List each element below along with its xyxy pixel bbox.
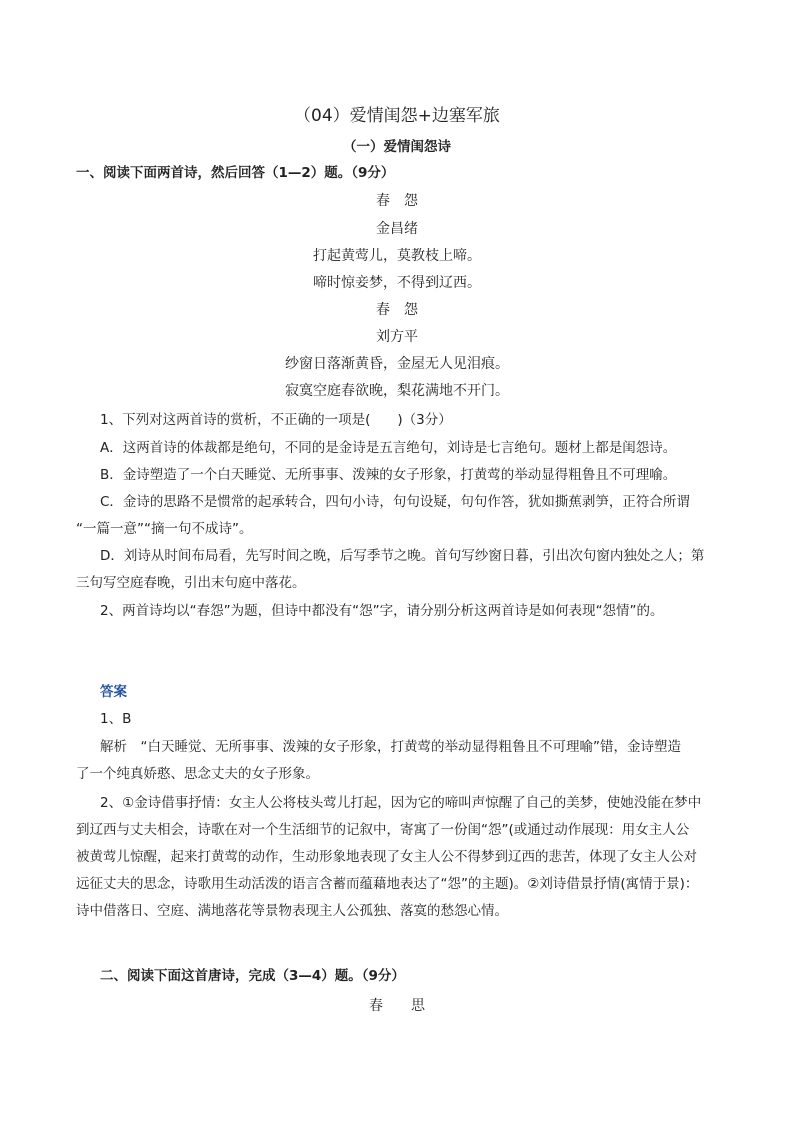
question-1-option-c: C．金诗的思路不是惯常的起承转合，四句小诗，句句设疑，句句作答，犹如撕蕉剥笋，正符合所谓 — [100, 494, 690, 510]
answer-2-line-4: 远征丈夫的思念，诗歌用生动活泼的语言含蓄而蕴藉地表达了“怨”的主题)。②刘诗借景抒情(寓情于景)： — [76, 876, 699, 892]
poem1-title: 春 怨 — [376, 193, 418, 209]
section-subtitle: （一）爱情闺怨诗 — [343, 139, 451, 155]
poem1-line-1: 打起黄莺儿，莫教枝上啼。 — [313, 248, 481, 264]
poem2-line-1: 纱窗日落渐黄昏，金屋无人见泪痕。 — [285, 356, 509, 372]
question-1-stem: 1、下列对这两首诗的赏析，不正确的一项是( )（3分） — [100, 412, 452, 428]
question-2-stem: 2、两首诗均以“春怨”为题，但诗中都没有“怨”字，请分别分析这两首诗是如何表现“怨情”的。 — [100, 603, 664, 619]
section1-heading: 一、阅读下面两首诗，然后回答（1—2）题。（9分） — [76, 165, 395, 181]
answer-1: 1、B — [100, 711, 132, 727]
question-1-option-a: A．这两首诗的体裁都是绝句，不同的是金诗是五言绝句，刘诗是七言绝句。题材上都是闺怨诗。 — [100, 440, 677, 456]
question-1-option-d-cont: 三句写空庭春晚，引出末句庭中落花。 — [76, 575, 306, 591]
answer-2-line-1: 2、①金诗借事抒情：女主人公将枝头莺儿打起，因为它的啼叫声惊醒了自己的美梦，使她没能在梦中 — [100, 795, 702, 811]
question-1-option-d: D．刘诗从时间布局看，先写时间之晚，后写季节之晚。首句写纱窗日暮，引出次句窗内独处之人；第 — [100, 548, 705, 564]
poem1-line-2: 啼时惊妾梦，不得到辽西。 — [313, 275, 481, 291]
poem2-author: 刘方平 — [376, 329, 418, 345]
poem3-title: 春 思 — [369, 998, 425, 1014]
page-title: （04）爱情闺怨+边塞军旅 — [294, 106, 500, 126]
answer-label: 答案 — [100, 684, 127, 700]
section2-heading: 二、阅读下面这首唐诗，完成（3—4）题。（9分） — [100, 968, 405, 984]
answer-2-line-5: 诗中借落日、空庭、满地落花等景物表现主人公孤独、落寞的愁怨心情。 — [76, 903, 508, 919]
answer-2-line-3: 被黄莺儿惊醒，起来打黄莺的动作，生动形象地表现了女主人公不得梦到辽西的悲苦，体现了女主人公对 — [76, 849, 697, 865]
answer-1-explanation: 解析 “白天睡觉、无所事事、泼辣的女子形象，打黄莺的举动显得粗鲁且不可理喻”错，金诗塑造 — [100, 739, 681, 755]
question-1-option-c-cont: “一篇一意”“摘一句不成诗”。 — [76, 521, 253, 537]
answer-2-line-2: 到辽西与丈夫相会，诗歌在对一个生活细节的记叙中，寄寓了一份闺“怨”(或通过动作展现：用女主人公 — [76, 822, 690, 838]
answer-1-explanation-cont: 了一个纯真娇憨、思念丈夫的女子形象。 — [76, 766, 319, 782]
poem1-author: 金昌绪 — [376, 221, 418, 237]
question-1-option-b: B．金诗塑造了一个白天睡觉、无所事事、泼辣的女子形象，打黄莺的举动显得粗鲁且不可理喻。 — [100, 467, 677, 483]
poem2-title: 春 怨 — [376, 302, 418, 318]
poem2-line-2: 寂寞空庭春欲晚，梨花满地不开门。 — [285, 383, 509, 399]
